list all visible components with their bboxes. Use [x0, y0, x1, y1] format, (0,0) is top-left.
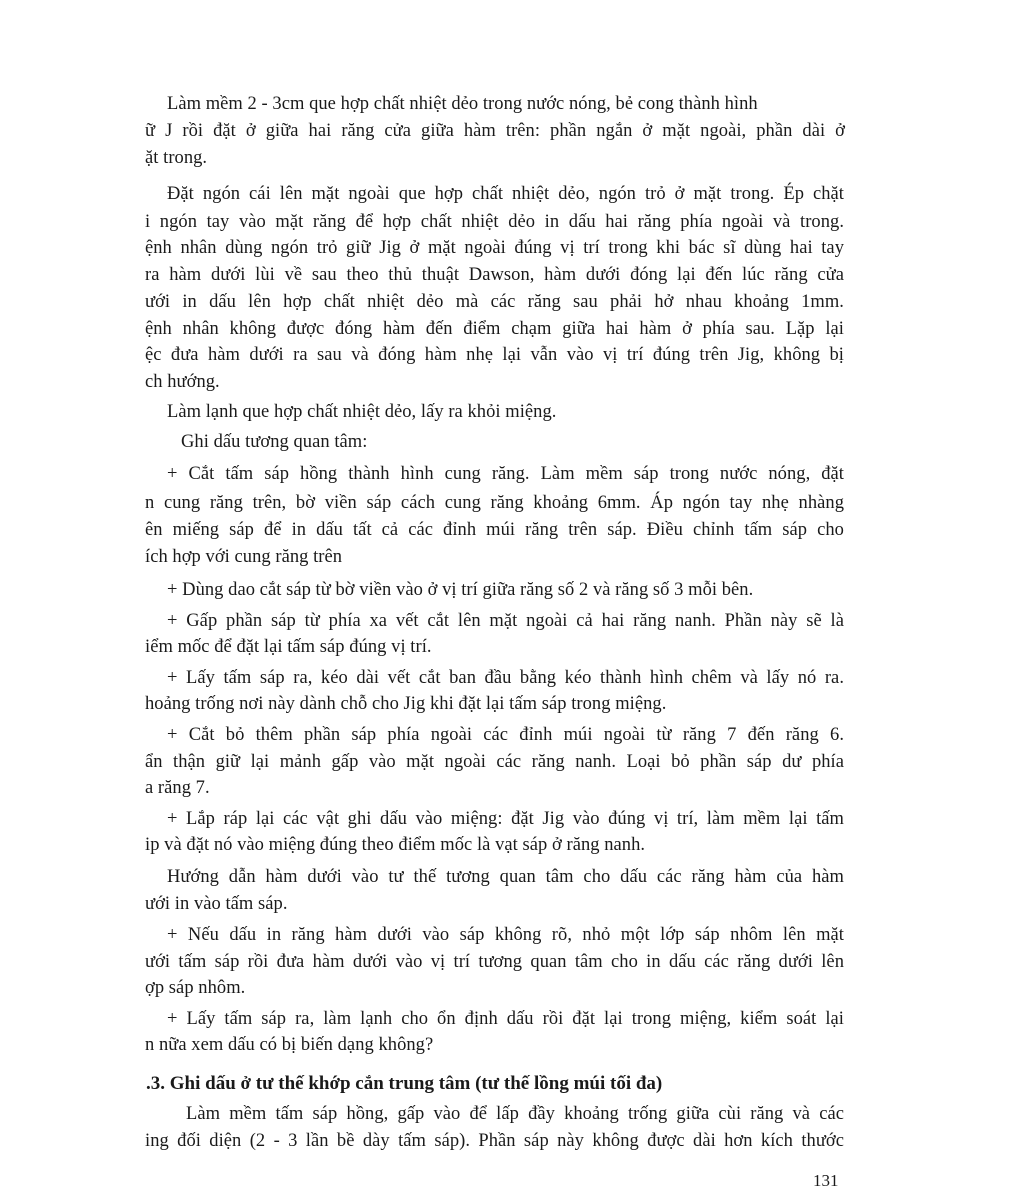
text-line: + Lắp ráp lại các vật ghi dấu vào miệng: đặt Jig vào đúng vị trí, làm mềm lại tấm	[167, 809, 844, 829]
text-line: ích hợp với cung răng trên	[145, 547, 343, 567]
text-line: Làm lạnh que hợp chất nhiệt dẻo, lấy ra khỏi miệng.	[167, 402, 557, 422]
text-line: ưới in dấu lên hợp chất nhiệt dẻo mà các răng sau phải hở nhau khoảng 1mm.	[145, 292, 844, 312]
text-line: + Cắt tấm sáp hồng thành hình cung răng. Làm mềm sáp trong nước nóng, đặt	[167, 464, 844, 484]
text-line: ợp sáp nhôm.	[145, 978, 246, 998]
text-line: + Nếu dấu in răng hàm dưới vào sáp không rõ, nhỏ một lớp sáp nhôm lên mặt	[167, 925, 844, 945]
text-line: hoảng trống nơi này dành chỗ cho Jig khi đặt lại tấm sáp trong miệng.	[145, 694, 667, 714]
text-line: n cung răng trên, bờ viền sáp cách cung răng khoảng 6mm. Áp ngón tay nhẹ nhàng	[145, 493, 844, 513]
text-line: Làm mềm tấm sáp hồng, gấp vào để lấp đầy khoảng trống giữa cùi răng và các	[186, 1104, 844, 1124]
text-line: iểm mốc để đặt lại tấm sáp đúng vị trí.	[145, 637, 432, 657]
text-line: + Cắt bỏ thêm phần sáp phía ngoài các đỉnh múi ngoài từ răng 7 đến răng 6.	[167, 725, 844, 745]
text-line: Hướng dẫn hàm dưới vào tư thế tương quan tâm cho dấu các răng hàm của hàm	[167, 867, 844, 887]
text-line: ệnh nhân dùng ngón trỏ giữ Jig ở mặt ngoài đúng vị trí trong khi bác sĩ dùng hai tay	[145, 238, 844, 258]
text-line: Làm mềm 2 - 3cm que hợp chất nhiệt dẻo trong nước nóng, bẻ cong thành hình	[167, 94, 758, 114]
text-line: Đặt ngón cái lên mặt ngoài que hợp chất nhiệt dẻo, ngón trỏ ở mặt trong. Ép chặt	[167, 184, 844, 204]
text-line: ing đối diện (2 - 3 lần bề dày tấm sáp). Phần sáp này không được dài hơn kích thước	[145, 1131, 844, 1151]
text-line: ặt trong.	[145, 148, 208, 168]
text-line: ên miếng sáp để in dấu tất cả các đỉnh múi răng trên sáp. Điều chỉnh tấm sáp cho	[145, 520, 844, 540]
text-line: + Gấp phần sáp từ phía xa vết cắt lên mặt ngoài cả hai răng nanh. Phần này sẽ là	[167, 611, 844, 631]
text-line: ẩn thận giữ lại mảnh gấp vào mặt ngoài các răng nanh. Loại bỏ phần sáp dư phía	[145, 752, 844, 772]
section-heading: .3. Ghi dấu ở tư thế khớp cắn trung tâm (tư thế lồng múi tối đa)	[146, 1073, 663, 1094]
text-line: ưới tấm sáp rồi đưa hàm dưới vào vị trí tương quan tâm cho in dấu các răng dưới lên	[145, 952, 844, 972]
text-line: n nữa xem dấu có bị biến dạng không?	[145, 1035, 434, 1055]
text-line: ưới in vào tấm sáp.	[145, 894, 288, 914]
text-line: + Lấy tấm sáp ra, kéo dài vết cắt ban đầu bằng kéo thành hình chêm và lấy nó ra.	[167, 668, 844, 688]
text-line: ệnh nhân không được đóng hàm đến điểm chạm giữa hai hàm ở phía sau. Lặp lại	[145, 319, 844, 339]
text-line: a răng 7.	[145, 778, 210, 798]
text-line: ữ J rồi đặt ở giữa hai răng cửa giữa hàm trên: phần ngắn ở mặt ngoài, phần dài ở	[145, 121, 845, 141]
text-line: ip và đặt nó vào miệng đúng theo điểm mốc là vạt sáp ở răng nanh.	[145, 835, 646, 855]
text-line: i ngón tay vào mặt răng để hợp chất nhiệt dẻo in dấu hai răng phía ngoài và trong.	[145, 212, 844, 232]
text-line: ch hướng.	[145, 372, 220, 392]
text-line: ra hàm dưới lùi về sau theo thủ thuật Dawson, hàm dưới đóng lại đến lúc răng cửa	[145, 265, 844, 285]
text-line: ệc đưa hàm dưới ra sau và đóng hàm nhẹ lại vẫn vào vị trí đúng trên Jig, không bị	[145, 345, 844, 365]
text-line: + Lấy tấm sáp ra, làm lạnh cho ổn định dấu rồi đặt lại trong miệng, kiểm soát lại	[167, 1009, 844, 1029]
page-number: 131	[813, 1171, 839, 1190]
text-line: + Dùng dao cắt sáp từ bờ viền vào ở vị trí giữa răng số 2 và răng số 3 mỗi bên.	[167, 580, 754, 600]
text-line: Ghi dấu tương quan tâm:	[181, 432, 368, 452]
